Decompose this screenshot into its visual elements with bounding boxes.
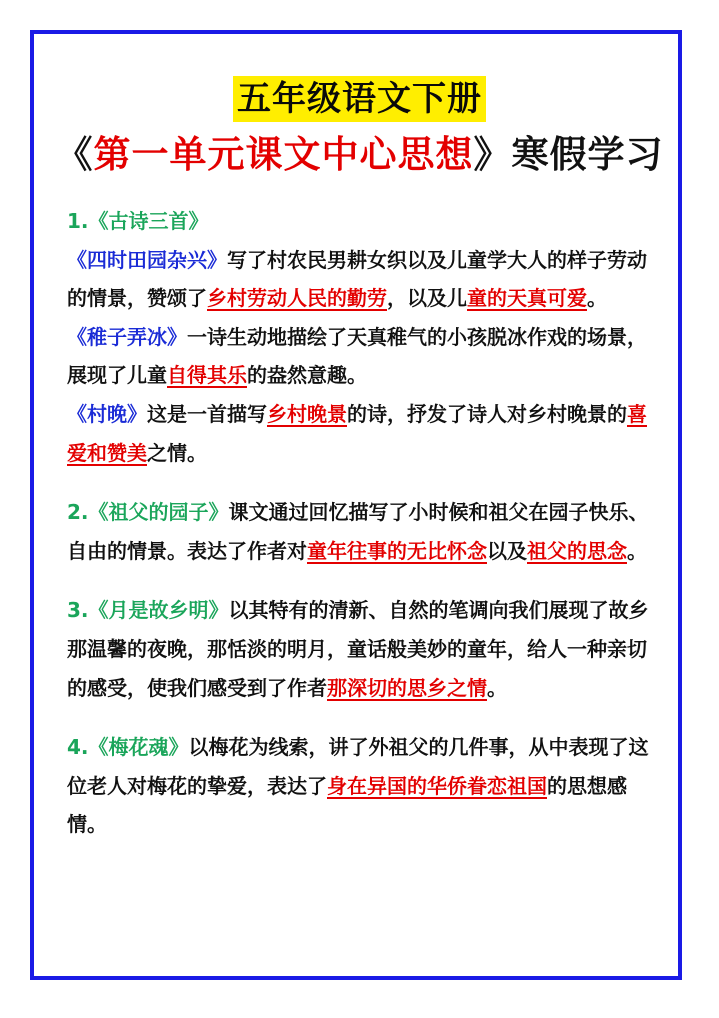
poem3-paragraph: 《村晚》这是一首描写乡村晚景的诗，抒发了诗人对乡村晚景的喜爱和赞美之情。 (67, 401, 647, 465)
highlight-text: 自得其乐 (167, 363, 247, 388)
section2-paragraph: 2.《祖父的园子》课文通过回忆描写了小时候和祖父在园子快乐、自由的情景。表达了作者对童年往事的无比怀念以及祖父的思念。 (67, 500, 649, 563)
title-line1: 五年级语文下册 (233, 76, 486, 122)
subtitle-highlight: 第一单元课文中心思想 (93, 133, 474, 176)
highlight-text: 乡村劳动人民的勤劳 (207, 286, 387, 311)
page-subtitle: 《第一单元课文中心思想》寒假学习 (55, 133, 664, 176)
poem3-title: 《村晚》 (67, 401, 147, 426)
highlight-text: 喜爱和赞美 (67, 401, 647, 465)
main-content (67, 202, 657, 844)
poem1-paragraph: 《四时田园杂兴》写了村农民男耕女织以及儿童学大人的样子劳动的情景，赞颂了乡村劳动人民的勤劳，以及儿童的天真可爱。 (67, 247, 647, 311)
poem1-title: 《四时田园杂兴》 (67, 247, 227, 272)
highlight-text: 祖父的思念 (527, 538, 627, 563)
section3-paragraph: 3.《月是故乡明》以其特有的清新、自然的笔调向我们展现了故乡那温馨的夜晚，那恬淡的明月，童话般美妙的童年，给人一种亲切的感受，使我们感受到了作者那深切的思乡之情。 (67, 598, 649, 700)
section3-heading: 3.《月是故乡明》 (67, 598, 229, 623)
highlight-text: 乡村晚景 (267, 401, 347, 426)
highlight-text: 童年往事的无比怀念 (307, 538, 487, 563)
highlight-text: 童的天真可爱 (467, 286, 587, 311)
poem2-title: 《稚子弄冰》 (67, 324, 187, 349)
poem2-paragraph: 《稚子弄冰》一诗生动地描绘了天真稚气的小孩脱冰作戏的场景，展现了儿童自得其乐的盎然意趣。 (67, 324, 647, 388)
section2-heading: 2.《祖父的园子》 (67, 500, 229, 525)
section4-paragraph: 4.《梅花魂》以梅花为线索，讲了外祖父的几件事，从中表现了这位老人对梅花的挚爱，表达了身在异国的华侨眷恋祖国的思想感情。 (67, 735, 649, 837)
section4-heading: 4.《梅花魂》 (67, 735, 189, 760)
highlight-text: 那深切的思乡之情 (327, 675, 487, 700)
highlight-text: 身在异国的华侨眷恋祖国 (327, 773, 547, 798)
page-title (0, 76, 719, 122)
section1-heading: 1.《古诗三首》 (67, 209, 209, 233)
